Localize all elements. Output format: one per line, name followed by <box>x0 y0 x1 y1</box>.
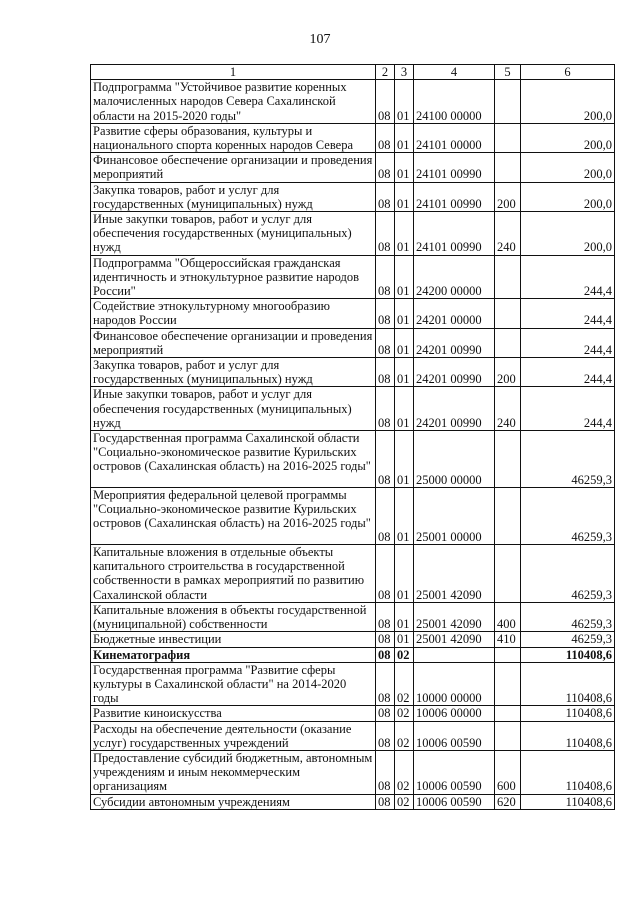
row-target-item-cell: 24101 00990 <box>414 212 495 256</box>
table-row <box>91 545 615 603</box>
row-name-cell: Государственная программа "Развитие сферы культуры в Сахалинской области" на 2014-2020 годы <box>91 662 376 706</box>
row-section-cell: 08 <box>376 545 395 603</box>
table-row <box>91 794 615 809</box>
row-subsection-cell: 01 <box>395 153 414 182</box>
row-name-cell: Капитальные вложения в объекты государственной (муниципальной) собственности <box>91 602 376 631</box>
row-name-cell: Мероприятия федеральной целевой программы "Социально-экономическое развитие Курильских островов (Сахалинская область) на 2016-2025 годы" <box>91 488 376 545</box>
row-amount-cell: 46259,3 <box>521 545 615 603</box>
row-amount-cell: 200,0 <box>521 80 615 124</box>
row-expense-type-cell: 200 <box>495 182 521 211</box>
budget-table-body <box>91 65 615 810</box>
row-name-cell: Развитие киноискусства <box>91 706 376 721</box>
row-subsection-cell: 01 <box>395 632 414 647</box>
row-expense-type-cell <box>495 545 521 603</box>
row-name-cell: Бюджетные инвестиции <box>91 632 376 647</box>
row-name-cell: Расходы на обеспечение деятельности (оказание услуг) государственных учреждений <box>91 721 376 750</box>
row-subsection-cell: 02 <box>395 647 414 662</box>
row-amount-cell: 244,4 <box>521 387 615 431</box>
row-name-cell: Закупка товаров, работ и услуг для государственных (муниципальных) нужд <box>91 182 376 211</box>
row-expense-type-cell: 200 <box>495 358 521 387</box>
row-target-item-cell: 25001 42090 <box>414 602 495 631</box>
row-subsection-cell: 02 <box>395 706 414 721</box>
table-row <box>91 358 615 387</box>
row-expense-type-cell <box>495 153 521 182</box>
row-section-cell: 08 <box>376 123 395 152</box>
table-row <box>91 123 615 152</box>
row-expense-type-cell <box>495 647 521 662</box>
row-amount-cell: 110408,6 <box>521 647 615 662</box>
row-amount-cell: 244,4 <box>521 255 615 299</box>
row-expense-type-cell <box>495 328 521 357</box>
table-row <box>91 632 615 647</box>
row-amount-cell: 244,4 <box>521 299 615 328</box>
header-cell-name: 1 <box>91 65 376 80</box>
row-name-cell: Предоставление субсидий бюджетным, автономным учреждениям и иным некоммерческим организациям <box>91 750 376 794</box>
row-amount-cell: 46259,3 <box>521 632 615 647</box>
row-amount-cell: 200,0 <box>521 153 615 182</box>
table-row <box>91 602 615 631</box>
row-amount-cell: 46259,3 <box>521 488 615 545</box>
row-subsection-cell: 02 <box>395 662 414 706</box>
row-subsection-cell: 01 <box>395 212 414 256</box>
row-subsection-cell: 01 <box>395 255 414 299</box>
table-row <box>91 80 615 124</box>
table-row <box>91 299 615 328</box>
row-name-cell: Иные закупки товаров, работ и услуг для обеспечения государственных (муниципальных) нужд <box>91 212 376 256</box>
row-name-cell: Развитие сферы образования, культуры и национального спорта коренных народов Севера <box>91 123 376 152</box>
table-row <box>91 706 615 721</box>
row-section-cell: 08 <box>376 750 395 794</box>
row-subsection-cell: 01 <box>395 182 414 211</box>
budget-table <box>90 64 615 810</box>
row-section-cell: 08 <box>376 721 395 750</box>
row-section-cell: 08 <box>376 794 395 809</box>
table-row <box>91 212 615 256</box>
row-name-cell: Иные закупки товаров, работ и услуг для обеспечения государственных (муниципальных) нужд <box>91 387 376 431</box>
row-subsection-cell: 02 <box>395 721 414 750</box>
row-subsection-cell: 01 <box>395 80 414 124</box>
row-target-item-cell: 25001 42090 <box>414 545 495 603</box>
row-expense-type-cell <box>495 662 521 706</box>
row-target-item-cell: 24201 00990 <box>414 387 495 431</box>
table-row <box>91 647 615 662</box>
row-amount-cell: 110408,6 <box>521 706 615 721</box>
row-section-cell: 08 <box>376 647 395 662</box>
row-amount-cell: 110408,6 <box>521 794 615 809</box>
row-name-cell: Содействие этнокультурному многообразию народов России <box>91 299 376 328</box>
row-target-item-cell: 24201 00990 <box>414 358 495 387</box>
row-amount-cell: 46259,3 <box>521 431 615 488</box>
row-name-cell: Подпрограмма "Общероссийская гражданская идентичность и этнокультурное развитие народов России" <box>91 255 376 299</box>
table-header-row <box>91 65 615 80</box>
row-section-cell: 08 <box>376 662 395 706</box>
row-name-cell: Государственная программа Сахалинской области "Социально-экономическое развитие Курильских островов (Сахалинская область) на 2016-2025 годы" <box>91 431 376 488</box>
row-expense-type-cell: 600 <box>495 750 521 794</box>
row-amount-cell: 244,4 <box>521 328 615 357</box>
row-amount-cell: 110408,6 <box>521 750 615 794</box>
row-section-cell: 08 <box>376 431 395 488</box>
row-target-item-cell: 24101 00000 <box>414 123 495 152</box>
row-amount-cell: 244,4 <box>521 358 615 387</box>
header-cell-expense-type: 5 <box>495 65 521 80</box>
table-row <box>91 182 615 211</box>
row-expense-type-cell <box>495 255 521 299</box>
row-target-item-cell: 25001 42090 <box>414 632 495 647</box>
header-cell-target-item: 4 <box>414 65 495 80</box>
row-expense-type-cell: 240 <box>495 387 521 431</box>
table-row <box>91 431 615 488</box>
page-number: 107 <box>309 32 331 47</box>
row-expense-type-cell <box>495 80 521 124</box>
row-target-item-cell: 10006 00590 <box>414 721 495 750</box>
header-cell-subsection: 3 <box>395 65 414 80</box>
row-target-item-cell: 24201 00990 <box>414 328 495 357</box>
row-target-item-cell: 10000 00000 <box>414 662 495 706</box>
row-name-cell: Финансовое обеспечение организации и проведения мероприятий <box>91 328 376 357</box>
row-subsection-cell: 01 <box>395 602 414 631</box>
row-subsection-cell: 01 <box>395 358 414 387</box>
row-section-cell: 08 <box>376 80 395 124</box>
table-row <box>91 255 615 299</box>
row-expense-type-cell: 620 <box>495 794 521 809</box>
row-section-cell: 08 <box>376 212 395 256</box>
row-section-cell: 08 <box>376 255 395 299</box>
row-name-cell: Капитальные вложения в отдельные объекты капитального строительства в государственной собственности в рамках мероприятий по развитию Сахалинской области <box>91 545 376 603</box>
row-section-cell: 08 <box>376 602 395 631</box>
row-name-cell: Закупка товаров, работ и услуг для государственных (муниципальных) нужд <box>91 358 376 387</box>
table-row <box>91 750 615 794</box>
row-section-cell: 08 <box>376 387 395 431</box>
row-section-cell: 08 <box>376 358 395 387</box>
row-amount-cell: 46259,3 <box>521 602 615 631</box>
row-section-cell: 08 <box>376 153 395 182</box>
row-expense-type-cell: 240 <box>495 212 521 256</box>
row-subsection-cell: 02 <box>395 794 414 809</box>
row-target-item-cell: 24101 00990 <box>414 182 495 211</box>
row-amount-cell: 110408,6 <box>521 662 615 706</box>
row-target-item-cell: 10006 00590 <box>414 794 495 809</box>
table-row <box>91 721 615 750</box>
row-subsection-cell: 02 <box>395 750 414 794</box>
row-expense-type-cell <box>495 706 521 721</box>
table-row <box>91 153 615 182</box>
row-target-item-cell: 25001 00000 <box>414 488 495 545</box>
row-expense-type-cell <box>495 431 521 488</box>
row-expense-type-cell <box>495 123 521 152</box>
row-section-cell: 08 <box>376 706 395 721</box>
row-name-cell: Субсидии автономным учреждениям <box>91 794 376 809</box>
row-name-cell: Финансовое обеспечение организации и проведения мероприятий <box>91 153 376 182</box>
row-amount-cell: 200,0 <box>521 212 615 256</box>
row-section-cell: 08 <box>376 299 395 328</box>
row-subsection-cell: 01 <box>395 545 414 603</box>
row-amount-cell: 110408,6 <box>521 721 615 750</box>
row-target-item-cell: 10006 00590 <box>414 750 495 794</box>
header-cell-amount: 6 <box>521 65 615 80</box>
row-section-cell: 08 <box>376 182 395 211</box>
row-target-item-cell: 10006 00000 <box>414 706 495 721</box>
row-expense-type-cell <box>495 721 521 750</box>
row-subsection-cell: 01 <box>395 431 414 488</box>
row-target-item-cell: 25000 00000 <box>414 431 495 488</box>
row-expense-type-cell: 400 <box>495 602 521 631</box>
table-row <box>91 328 615 357</box>
row-expense-type-cell <box>495 488 521 545</box>
row-subsection-cell: 01 <box>395 387 414 431</box>
row-target-item-cell: 24201 00000 <box>414 299 495 328</box>
row-section-cell: 08 <box>376 632 395 647</box>
row-target-item-cell <box>414 647 495 662</box>
row-name-cell: Подпрограмма "Устойчивое развитие коренных малочисленных народов Севера Сахалинской области на 2015-2020 годы" <box>91 80 376 124</box>
row-subsection-cell: 01 <box>395 123 414 152</box>
row-name-cell: Кинематография <box>91 647 376 662</box>
row-section-cell: 08 <box>376 328 395 357</box>
row-target-item-cell: 24100 00000 <box>414 80 495 124</box>
row-target-item-cell: 24101 00990 <box>414 153 495 182</box>
row-amount-cell: 200,0 <box>521 123 615 152</box>
row-subsection-cell: 01 <box>395 328 414 357</box>
row-expense-type-cell: 410 <box>495 632 521 647</box>
header-cell-section: 2 <box>376 65 395 80</box>
row-amount-cell: 200,0 <box>521 182 615 211</box>
row-subsection-cell: 01 <box>395 488 414 545</box>
row-expense-type-cell <box>495 299 521 328</box>
table-row <box>91 488 615 545</box>
row-subsection-cell: 01 <box>395 299 414 328</box>
row-section-cell: 08 <box>376 488 395 545</box>
table-row <box>91 387 615 431</box>
row-target-item-cell: 24200 00000 <box>414 255 495 299</box>
table-row <box>91 662 615 706</box>
